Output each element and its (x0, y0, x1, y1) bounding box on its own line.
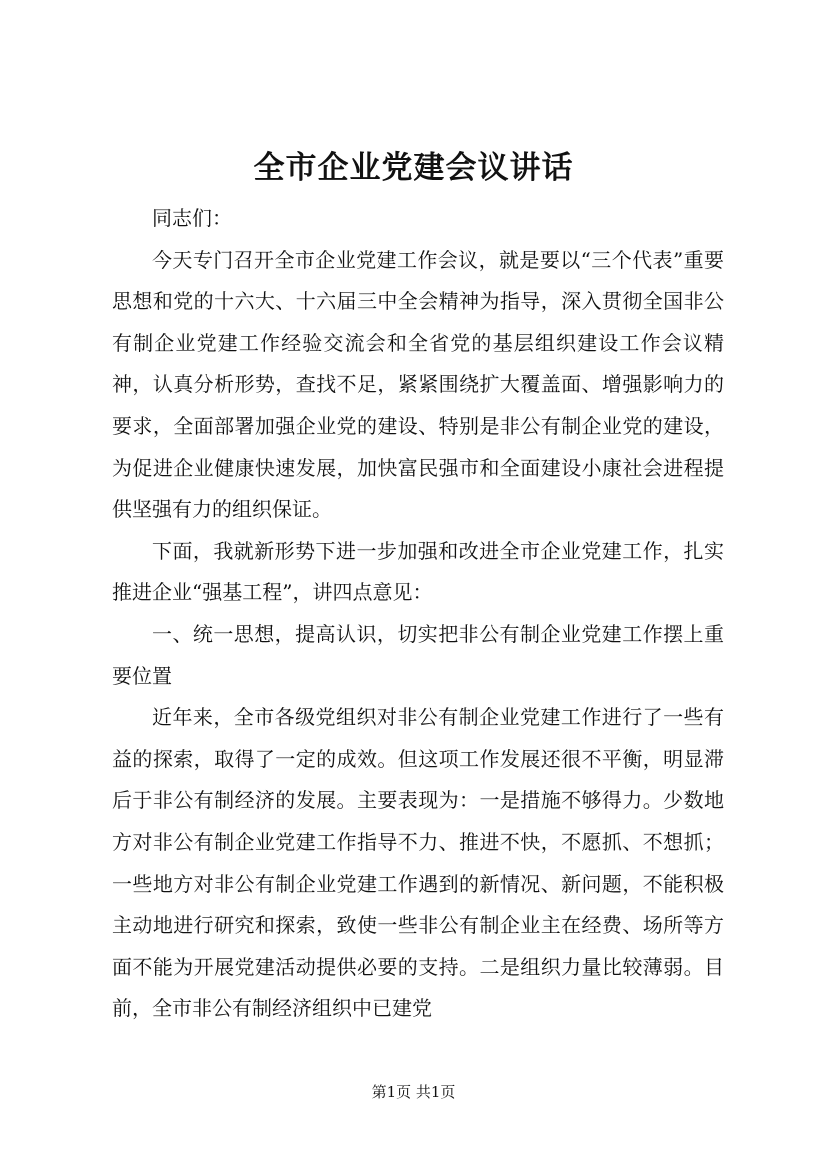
salutation-paragraph: 同志们： (152, 206, 232, 230)
page-number-footer: 第1页 共1页 (371, 1083, 456, 1101)
outline-paragraph: 下面，我就新形势下进一步加强和改进全市企业党建工作，扎实推进企业“强基工程”，讲四点意见： (112, 538, 724, 605)
section-heading-1: 一、统一思想，提高认识，切实把非公有制企业党建工作摆上重要位置 (112, 621, 724, 688)
document-body (112, 198, 724, 1030)
intro-paragraph: 今天专门召开全市企业党建工作会议，就是要以“三个代表”重要思想和党的十六大、十六届三中全会精神为指导，深入贯彻全国非公有制企业党建工作经验交流会和全省党的基层组织建设工作会议精神，认真分析形势，查找不足，紧紧围绕扩大覆盖面、增强影响力的要求，全面部署加强企业党的建设、特别是非公有制企业党的建设，为促进企业健康快速发展，加快富民强市和全面建设小康社会进程提供坚强有力的组织保证。 (112, 247, 724, 522)
document-title: 全市企业党建会议讲话 (253, 150, 574, 186)
section-1-paragraph: 近年来，全市各级党组织对非公有制企业党建工作进行了一些有益的探索，取得了一定的成效。但这项工作发展还很不平衡，明显滞后于非公有制经济的发展。主要表现为：一是措施不够得力。少数地方对非公有制企业党建工作指导不力、推进不快，不愿抓、不想抓；一些地方对非公有制企业党建工作遇到的新情况、新问题，不能积极主动地进行研究和探索，致使一些非公有制企业主在经费、场所等方面不能为开展党建活动提供必要的支持。二是组织力量比较薄弱。目前，全市非公有制经济组织中已建党 (112, 705, 724, 1021)
